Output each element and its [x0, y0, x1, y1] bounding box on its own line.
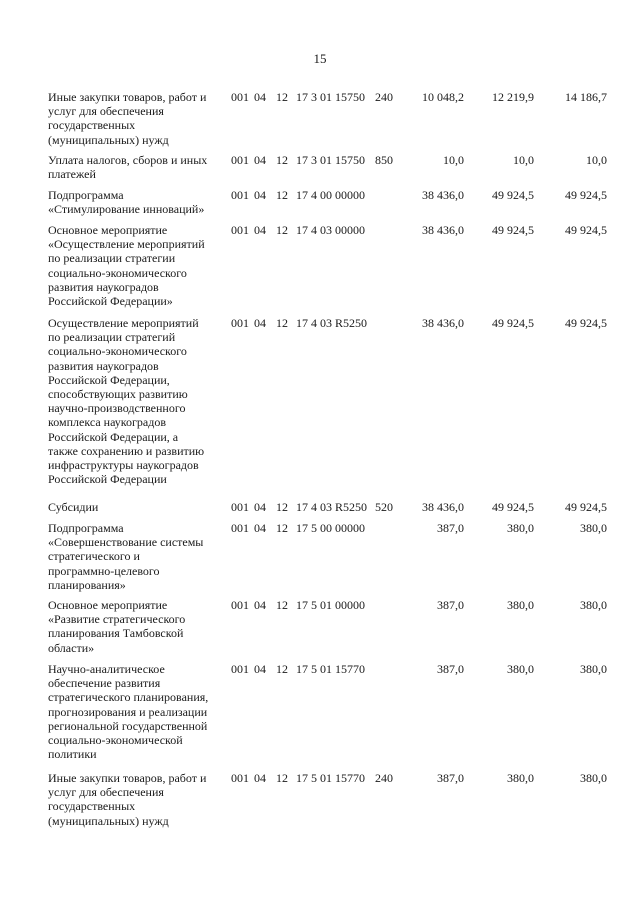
code-3: 12	[276, 598, 288, 612]
code-4: 17 5 01 15770	[296, 771, 365, 785]
code-4: 17 3 01 15750	[296, 153, 365, 167]
code-5: 520	[375, 500, 393, 514]
row-name: Научно-аналитическое обеспечение развития стратегического планирования, прогнозирования и реализации региональной государственной социально-экономической политики	[48, 662, 209, 762]
code-5: 240	[375, 771, 393, 785]
code-2: 04	[254, 771, 266, 785]
value-year-1: 38 436,0	[422, 188, 464, 202]
code-1: 001	[231, 771, 249, 785]
code-4: 17 5 01 15770	[296, 662, 365, 676]
value-year-2: 380,0	[507, 521, 534, 535]
value-year-3: 380,0	[580, 771, 607, 785]
code-4: 17 4 00 00000	[296, 188, 365, 202]
row-name: Субсидии	[48, 500, 99, 514]
value-year-1: 387,0	[437, 662, 464, 676]
code-2: 04	[254, 90, 266, 104]
code-3: 12	[276, 223, 288, 237]
row-name: Основное мероприятие «Осуществление мероприятий по реализации стратегии социально-экономического развития наукоградов Российской Федерации»	[48, 223, 205, 309]
value-year-3: 380,0	[580, 662, 607, 676]
code-4: 17 5 00 00000	[296, 521, 365, 535]
value-year-2: 380,0	[507, 598, 534, 612]
code-4: 17 5 01 00000	[296, 598, 365, 612]
value-year-2: 49 924,5	[492, 223, 534, 237]
value-year-1: 38 436,0	[422, 316, 464, 330]
code-5: 240	[375, 90, 393, 104]
code-2: 04	[254, 223, 266, 237]
code-3: 12	[276, 188, 288, 202]
value-year-1: 38 436,0	[422, 500, 464, 514]
value-year-3: 49 924,5	[565, 223, 607, 237]
row-name: Основное мероприятие «Развитие стратегического планирования Тамбовской области»	[48, 598, 186, 655]
value-year-2: 380,0	[507, 771, 534, 785]
code-1: 001	[231, 598, 249, 612]
code-2: 04	[254, 598, 266, 612]
value-year-3: 14 186,7	[565, 90, 607, 104]
value-year-1: 38 436,0	[422, 223, 464, 237]
value-year-3: 380,0	[580, 598, 607, 612]
value-year-1: 10 048,2	[422, 90, 464, 104]
code-4: 17 4 03 R5250	[296, 500, 368, 514]
value-year-2: 49 924,5	[492, 188, 534, 202]
code-1: 001	[231, 90, 249, 104]
code-2: 04	[254, 188, 266, 202]
code-5: 850	[375, 153, 393, 167]
value-year-3: 49 924,5	[565, 316, 607, 330]
value-year-1: 387,0	[437, 521, 464, 535]
value-year-1: 387,0	[437, 771, 464, 785]
row-name: Иные закупки товаров, работ и услуг для обеспечения государственных (муниципальных) нужд	[48, 771, 207, 828]
row-name: Иные закупки товаров, работ и услуг для обеспечения государственных (муниципальных) нужд	[48, 90, 207, 147]
code-3: 12	[276, 521, 288, 535]
code-1: 001	[231, 223, 249, 237]
row-name: Подпрограмма «Совершенствование системы стратегического и программно-целевого планирования»	[48, 521, 204, 592]
value-year-3: 49 924,5	[565, 500, 607, 514]
value-year-2: 380,0	[507, 662, 534, 676]
code-2: 04	[254, 662, 266, 676]
row-name: Уплата налогов, сборов и иных платежей	[48, 153, 208, 182]
code-2: 04	[254, 521, 266, 535]
code-4: 17 4 03 00000	[296, 223, 365, 237]
code-1: 001	[231, 316, 249, 330]
code-3: 12	[276, 153, 288, 167]
value-year-1: 10,0	[443, 153, 464, 167]
row-name: Осуществление мероприятий по реализации стратегий социально-экономического развития наукоградов Российской Федерации, способствующих развитию научно-производственного комплекса наукоградов Российской Федерации, а также сохранению и развитию инфраструктуры наукоградов Российской Федерации	[48, 316, 205, 487]
code-3: 12	[276, 662, 288, 676]
page-number: 15	[313, 51, 327, 66]
value-year-3: 380,0	[580, 521, 607, 535]
code-1: 001	[231, 521, 249, 535]
code-3: 12	[276, 500, 288, 514]
code-2: 04	[254, 153, 266, 167]
code-4: 17 3 01 15750	[296, 90, 365, 104]
code-2: 04	[254, 316, 266, 330]
value-year-2: 49 924,5	[492, 316, 534, 330]
code-3: 12	[276, 316, 288, 330]
code-1: 001	[231, 188, 249, 202]
code-1: 001	[231, 662, 249, 676]
value-year-2: 10,0	[513, 153, 534, 167]
code-3: 12	[276, 771, 288, 785]
code-1: 001	[231, 500, 249, 514]
value-year-1: 387,0	[437, 598, 464, 612]
code-4: 17 4 03 R5250	[296, 316, 368, 330]
code-1: 001	[231, 153, 249, 167]
code-2: 04	[254, 500, 266, 514]
value-year-3: 10,0	[586, 153, 607, 167]
value-year-2: 49 924,5	[492, 500, 534, 514]
row-name: Подпрограмма «Стимулирование инноваций»	[48, 188, 205, 217]
value-year-2: 12 219,9	[492, 90, 534, 104]
code-3: 12	[276, 90, 288, 104]
value-year-3: 49 924,5	[565, 188, 607, 202]
